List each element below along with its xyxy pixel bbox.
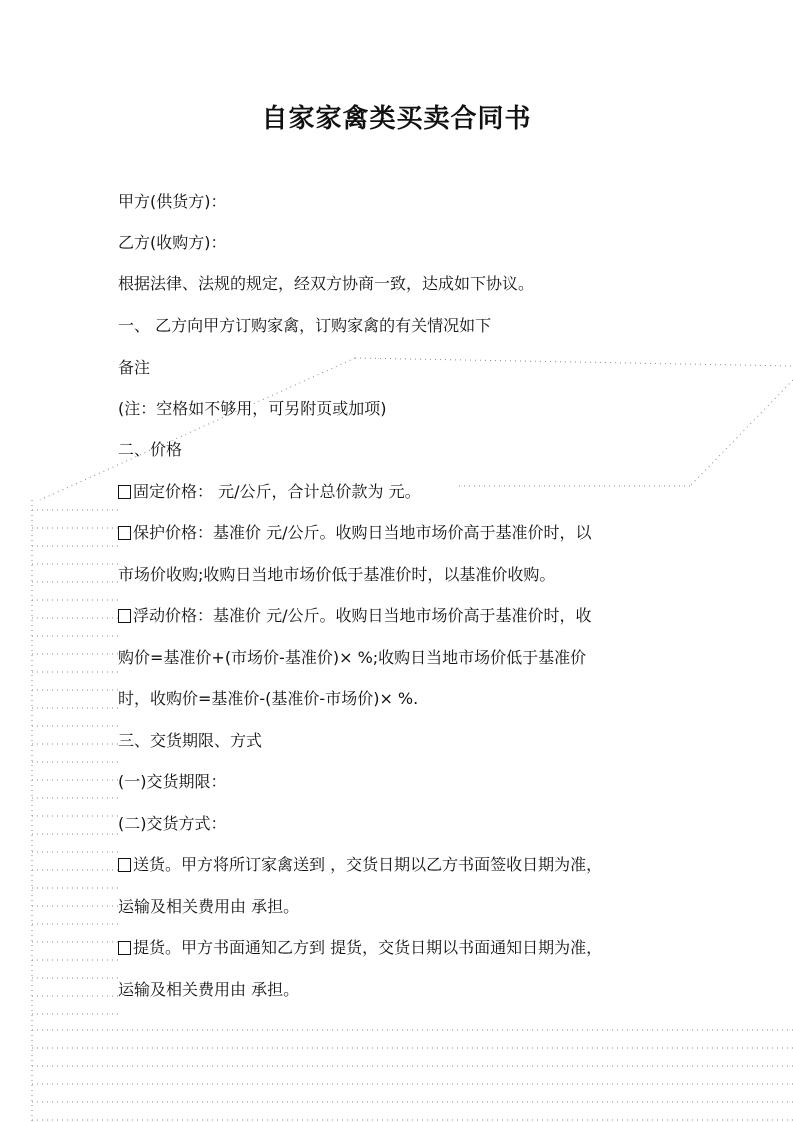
document-title: 自家家禽类买卖合同书	[261, 104, 532, 134]
checkbox-icon[interactable]	[118, 858, 131, 872]
protected-price-continuation: 市场价收购;收购日当地市场价低于基准价时，以基准价收购。	[118, 565, 556, 584]
checkbox-icon[interactable]	[118, 526, 131, 540]
floating-price-text: 浮动价格：基准价 元/公斤。收购日当地市场价高于基准价时，收	[133, 606, 592, 625]
party-a-line: 甲方(供货方)：	[118, 192, 227, 211]
fixed-price-option	[118, 482, 421, 502]
section-one-heading: 一、 乙方向甲方订购家禽，订购家禽的有关情况如下	[118, 316, 492, 335]
protected-price-text: 保护价格：基准价 元/公斤。收购日当地市场价高于基准价时，以	[133, 523, 592, 542]
delivery-period-line: (一)交货期限：	[118, 772, 227, 791]
pickup-text: 提货。甲方书面通知乙方到 提货，交货日期以书面通知日期为准，	[133, 938, 603, 957]
checkbox-icon[interactable]	[118, 609, 131, 623]
party-b-line: 乙方(收购方)：	[118, 233, 227, 252]
pickup-continuation: 运输及相关费用由 承担。	[118, 980, 300, 999]
delivery-method-line: (二)交货方式：	[118, 814, 227, 833]
floating-price-continuation-2: 时，收购价=基准价-(基准价-市场价)× %.	[118, 689, 419, 708]
delivery-option	[118, 855, 602, 875]
note-line: (注：空格如不够用，可另附页或加项)	[118, 399, 387, 418]
delivery-continuation: 运输及相关费用由 承担。	[118, 897, 300, 916]
checkbox-icon[interactable]	[118, 941, 131, 955]
section-two-heading: 二、价格	[118, 440, 183, 459]
floating-price-option	[118, 606, 591, 626]
delivery-text: 送货。甲方将所订家禽送到 ，交货日期以乙方书面签收日期为准，	[133, 855, 603, 874]
section-three-heading: 三、交货期限、方式	[118, 731, 263, 750]
checkbox-icon[interactable]	[118, 485, 131, 499]
floating-price-continuation-1: 购价=基准价+(市场价-基准价)× %;收购日当地市场价低于基准价	[118, 648, 587, 667]
protected-price-option	[118, 523, 591, 543]
preamble-line: 根据法律、法规的规定，经双方协商一致，达成如下协议。	[118, 274, 535, 293]
fixed-price-text: 固定价格： 元/公斤，合计总价款为 元。	[133, 482, 421, 501]
remarks-label: 备注	[118, 358, 151, 377]
pickup-option	[118, 938, 602, 958]
